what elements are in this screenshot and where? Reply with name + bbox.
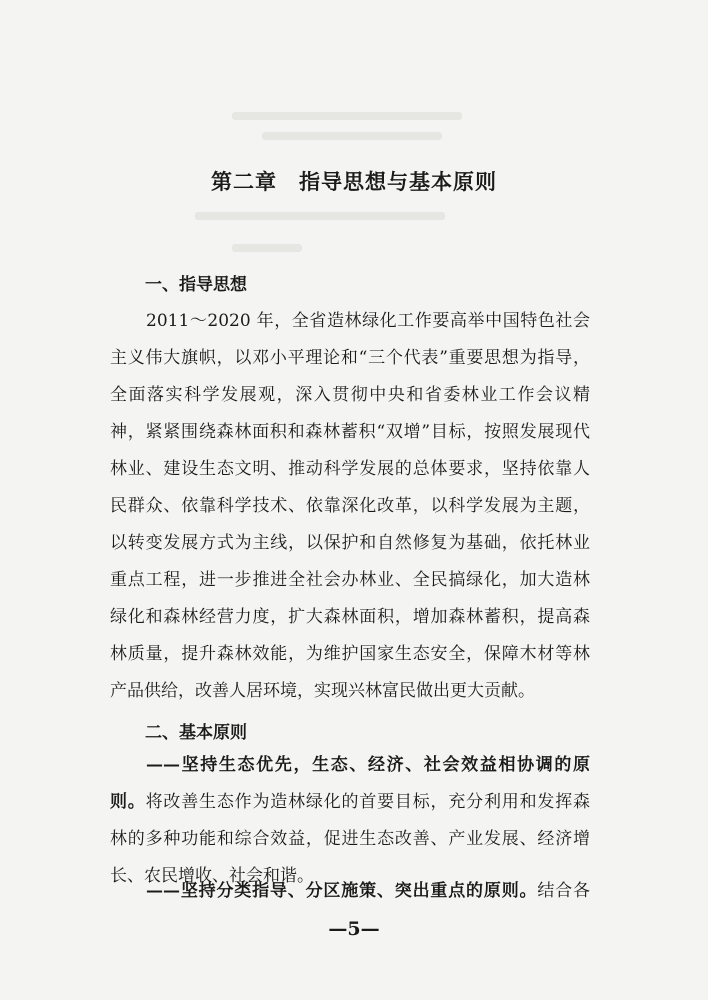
paragraph-line: 长、农民增收、社会和谐。	[110, 866, 314, 886]
section-heading-basic-principles: 二、基本原则	[145, 723, 247, 743]
principle-heading: ——坚持生态优先，生态、经济、社会效益相协调的原	[146, 755, 590, 775]
paragraph-line	[146, 881, 590, 901]
chapter-title: 第二章 指导思想与基本原则	[211, 170, 497, 194]
bleed-through-mark	[262, 132, 442, 140]
paragraph-line: 全面落实科学发展观，深入贯彻中央和省委林业工作会议精	[110, 385, 590, 405]
paragraph-line: 林的多种功能和综合效益，促进生态改善、产业发展、经济增	[110, 829, 590, 849]
bleed-through-mark	[232, 244, 302, 252]
page-number: —5—	[328, 918, 380, 940]
bleed-through-mark	[195, 212, 445, 220]
paragraph-line: 神，紧紧围绕森林面积和森林蓄积“双增”目标，按照发展现代	[110, 422, 590, 442]
paragraph-line: 产品供给，改善人居环境，实现兴林富民做出更大贡献。	[110, 681, 535, 701]
principle-text: 结合各	[537, 881, 591, 901]
paragraph-line: 林业、建设生态文明、推动科学发展的总体要求，坚持依靠人	[110, 459, 590, 479]
paragraph-line	[110, 792, 590, 812]
paragraph-line: 林质量，提升森林效能，为维护国家生态安全，保障木材等林	[110, 644, 590, 664]
paragraph-line: 2011～2020 年，全省造林绿化工作要高举中国特色社会	[146, 311, 590, 331]
paragraph-line: 民群众、依靠科学技术、依靠深化改革，以科学发展为主题，	[110, 496, 590, 516]
principle-heading: ——坚持分类指导、分区施策、突出重点的原则。	[146, 881, 538, 901]
paragraph-line: 主义伟大旗帜，以邓小平理论和“三个代表”重要思想为指导，	[110, 348, 590, 368]
paragraph-line: 绿化和森林经营力度，扩大森林面积，增加森林蓄积，提高森	[110, 607, 590, 627]
paragraph-line: 以转变发展方式为主线，以保护和自然修复为基础，依托林业	[110, 533, 590, 553]
paragraph-line: 重点工程，进一步推进全社会办林业、全民搞绿化，加大造林	[110, 570, 590, 590]
bleed-through-mark	[232, 112, 462, 120]
principle-heading-cont: 则。	[110, 792, 146, 812]
section-heading-guiding-ideology: 一、指导思想	[145, 275, 247, 295]
principle-text: 将改善生态作为造林绿化的首要目标，充分利用和发挥森	[145, 792, 591, 812]
